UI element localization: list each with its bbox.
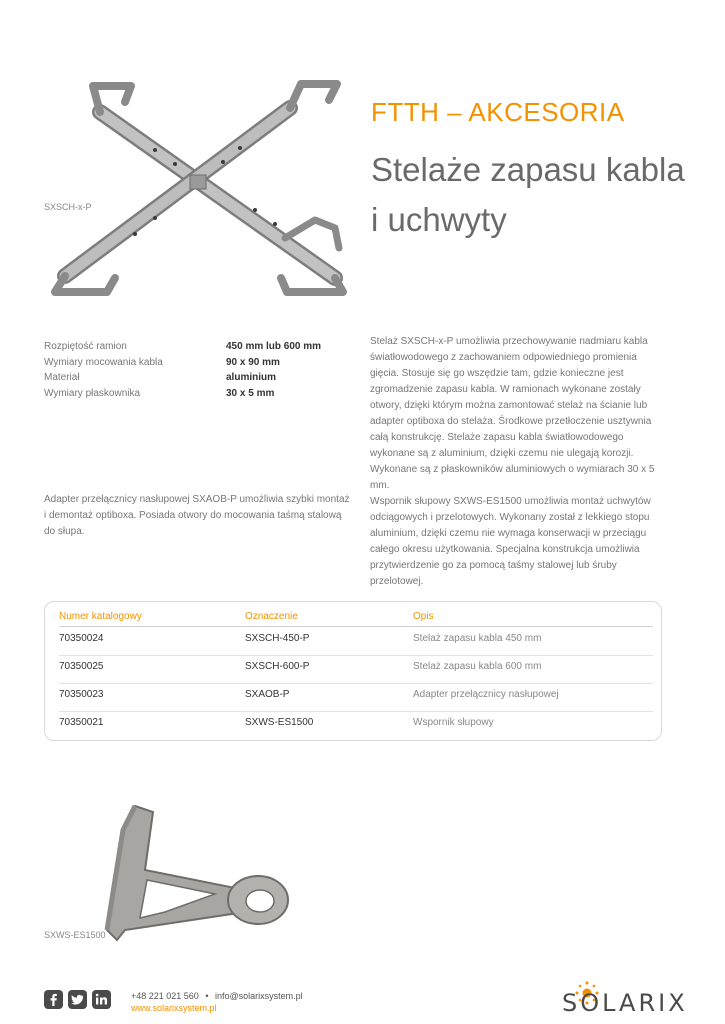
email-link[interactable]: info@solarixsystem.pl <box>215 991 303 1001</box>
product-code: SXAOB-P <box>245 689 290 700</box>
frame-description: Stelaż SXSCH-x-P umożliwia przechowywanie nadmiaru kabla światłowodowego z zachowaniem odpowiedniego promienia gięcia. Stosuje się go wszędzie tam, gdzie konieczne jest zgromadzenie zapasu kabla. W ramionach wykonane zostały otwory, dzięki którym można zamontować stelaż na ścianie lub adapter optiboxa do stelaża. Środkowe przetłoczenie usztywnia całą konstrukcję. Stelaże zapasu kabla światłowodowego wykonane są z aluminium, dzięki czemu nie ulegają korozji. Wykonane są z płaskowników aluminiowych o wymiarach 30 x 5 mm. <box>370 336 655 491</box>
spec-value: 450 mm lub 600 mm <box>226 341 322 352</box>
spec-list <box>44 339 344 401</box>
spec-value: 30 x 5 mm <box>226 387 275 399</box>
table-row <box>59 627 653 656</box>
catalog-number: 70350024 <box>59 633 104 644</box>
spec-row <box>44 339 344 355</box>
brand-logo <box>562 983 688 1017</box>
adapter-description: Adapter przełącznicy nasłupowej SXAOB-P umożliwia szybki montaż i demontaż optiboxa. Posiada otwory do mocowania taśmą stalową do słupa. <box>44 494 350 537</box>
product-description: Wspornik słupowy <box>413 717 494 728</box>
facebook-icon[interactable] <box>44 990 63 1009</box>
spec-label: Materiał <box>44 372 80 383</box>
pole-bracket-image <box>95 800 295 948</box>
catalog-number: 70350023 <box>59 689 104 700</box>
brand-name: SOLARIX <box>562 989 688 1017</box>
spec-value: 90 x 90 mm <box>226 356 280 368</box>
catalog-number: 70350021 <box>59 717 104 728</box>
product-description: Adapter przełącznicy nasłupowej <box>413 689 559 700</box>
product-code: SXSCH-600-P <box>245 661 310 672</box>
page-title: Stelaże zapasu kabla i uchwyty <box>371 151 685 238</box>
spec-row <box>44 370 344 386</box>
spec-row <box>44 355 344 371</box>
spec-label: Wymiary płaskownika <box>44 387 141 399</box>
linkedin-icon[interactable] <box>92 990 111 1009</box>
cable-frame-image <box>45 78 355 298</box>
table-row <box>59 683 653 712</box>
column-header: Numer katalogowy <box>59 611 142 622</box>
image-caption-frame: SXSCH-x-P <box>44 202 92 212</box>
image-caption-bracket: SXWS-ES1500 <box>44 930 106 940</box>
product-description: Stelaż zapasu kabla 450 mm <box>413 633 542 644</box>
bracket-description: Wspornik słupowy SXWS-ES1500 umożliwia montaż uchwytów odciągowych i przelotowych. Wykonany został z lekkiego stopu aluminium, dzięki czemu nie wymaga konserwacji w przeciągu całego okresu użytkowania. Specjalna konstrukcja umożliwia przytwierdzenie go za pomocą taśmy stalowej lub śruby przelotowej. <box>370 496 651 587</box>
table-header <box>59 608 653 627</box>
spec-label: Rozpiętość ramion <box>44 341 127 352</box>
category-title: FTTH – AKCESORIA <box>371 97 625 127</box>
footer-contact <box>131 990 303 1014</box>
product-code: SXWS-ES1500 <box>245 717 314 728</box>
twitter-icon[interactable] <box>68 990 87 1009</box>
table-row <box>59 711 653 739</box>
catalog-number: 70350025 <box>59 661 104 672</box>
website-link[interactable]: www.solarixsystem.pl <box>131 1003 217 1013</box>
table-row <box>59 655 653 684</box>
phone-number[interactable]: +48 221 021 560 <box>131 991 199 1001</box>
product-description: Stelaż zapasu kabla 600 mm <box>413 661 542 672</box>
product-code: SXSCH-450-P <box>245 633 310 644</box>
spec-value: aluminium <box>226 372 277 383</box>
column-header: Oznaczenie <box>245 611 298 622</box>
column-header: Opis <box>413 611 434 622</box>
spec-label: Wymiary mocowania kabla <box>44 356 163 368</box>
separator: • <box>205 991 209 1001</box>
catalog-table <box>44 601 662 741</box>
spec-row <box>44 386 344 402</box>
